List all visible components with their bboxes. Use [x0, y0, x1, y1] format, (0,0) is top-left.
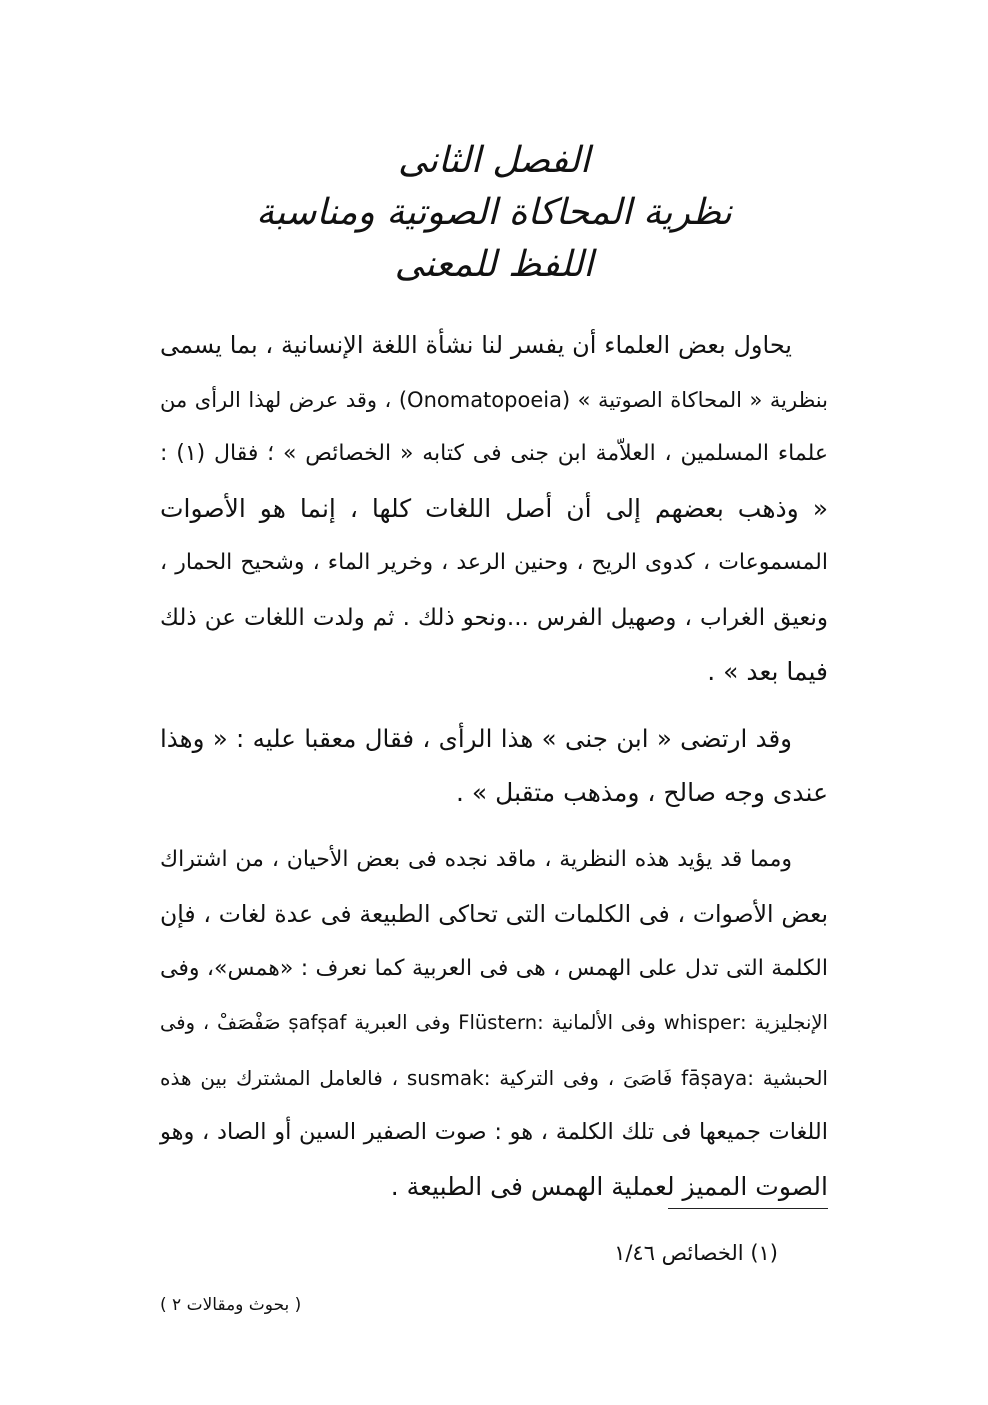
- text-line: وقد ارتضى « ابن جنى » هذا الرأى ، فقال معقبا عليه : « وهذا: [160, 723, 792, 753]
- paragraph-1: [160, 318, 828, 700]
- text-line: الكلمة التى تدل على الهمس ، هى فى العربية كما نعرف : «همس»، وفى: [160, 955, 828, 981]
- text-line: بعض الأصوات ، فى الكلمات التى تحاكى الطبيعة فى عدة لغات ، فإن: [160, 900, 828, 928]
- footnote-divider: [668, 1208, 828, 1209]
- paragraph-3: [160, 833, 828, 1215]
- text-line: الصوت المميز لعملية الهمس فى الطبيعة .: [390, 1171, 828, 1201]
- text-line: اللغات جميعها فى تلك الكلمة ، هو : صوت الصفير السين أو الصاد ، وهو: [160, 1119, 828, 1145]
- text-line: يحاول بعض العلماء أن يفسر لنا نشأة اللغة الإنسانية ، بما يسمى: [160, 331, 792, 359]
- paragraph-2: [160, 712, 828, 821]
- text-line: عندى وجه صالح ، ومذهب متقبل » .: [456, 778, 828, 807]
- text-line: المسموعات ، كدوى الريح ، وحنين الرعد ، وخرير الماء ، وشحيح الحمار ،: [160, 550, 828, 575]
- text-line: ونعيق الغراب ، وصهيل الفرس ...ونحو ذلك . ثم ولدت اللغات عن ذلك: [160, 604, 828, 631]
- text-line: بنظرية « المحاكاة الصوتية » (Onomatopoeia) ، وقد عرض لهذا الرأى من: [160, 387, 828, 412]
- chapter-title-line-1: نظرية المحاكاة الصوتية ومناسبة: [256, 192, 732, 233]
- text-line: الإنجليزية :whisper وفى الألمانية :Flüstern وفى العبرية ṣafṣaf صَفْصَفْ ، وفى: [160, 1011, 828, 1034]
- text-line: الحبشية :fāṣaya فَاصَىَ ، وفى التركية :susmak ، فالعامل المشترك بين هذه: [160, 1065, 828, 1090]
- chapter-title-line-2: اللفظ للمعنى: [394, 244, 594, 285]
- footnote: (١) الخصائص ١/٤٦: [614, 1241, 778, 1265]
- body-text: [160, 318, 828, 1226]
- page-signature-marker: ( بحوث ومقالات ٢ ): [160, 1295, 302, 1315]
- chapter-heading: [160, 135, 828, 291]
- text-line: « وذهب بعضهم إلى أن أصل اللغات كلها ، إنما هو الأصوات: [160, 493, 828, 523]
- chapter-label: الفصل الثانى: [398, 140, 590, 181]
- text-line: علماء المسلمين ، العلاّمة ابن جنى فى كتابه « الخصائص » ؛ فقال (١) :: [160, 441, 828, 466]
- text-line: ومما قد يؤيد هذه النظرية ، ماقد نجده فى بعض الأحيان ، من اشتراك: [160, 846, 792, 872]
- text-line: فيما بعد » .: [707, 657, 828, 686]
